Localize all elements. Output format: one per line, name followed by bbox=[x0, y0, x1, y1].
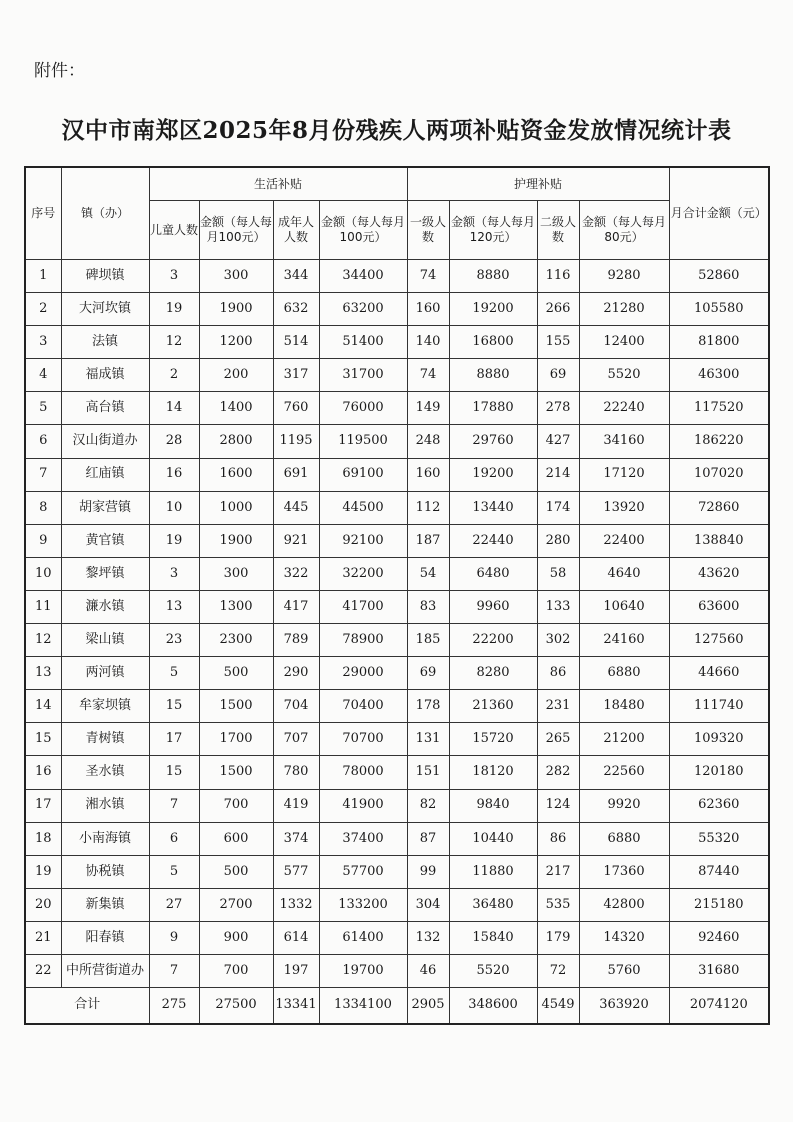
cell-level2-count: 72 bbox=[537, 954, 579, 987]
table-row bbox=[25, 326, 769, 359]
cell-child-amount: 1000 bbox=[199, 491, 273, 524]
cell-adult-amount: 92100 bbox=[319, 524, 407, 557]
cell-adult-amount: 31700 bbox=[319, 359, 407, 392]
cell-level1-amount: 29760 bbox=[449, 425, 537, 458]
cell-level1-count: 74 bbox=[407, 260, 449, 293]
cell-level1-amount: 9960 bbox=[449, 590, 537, 623]
cell-town: 圣水镇 bbox=[61, 756, 149, 789]
cell-index: 10 bbox=[25, 557, 61, 590]
cell-adult-count: 704 bbox=[273, 690, 319, 723]
cell-adult-amount: 78000 bbox=[319, 756, 407, 789]
cell-level1-amount: 13440 bbox=[449, 491, 537, 524]
table-row bbox=[25, 921, 769, 954]
cell-index: 4 bbox=[25, 359, 61, 392]
cell-adult-amount: 57700 bbox=[319, 855, 407, 888]
cell-level1-count: 149 bbox=[407, 392, 449, 425]
cell-level2-amount: 21280 bbox=[579, 293, 669, 326]
table-body bbox=[25, 260, 769, 988]
totals-level2-count: 4549 bbox=[537, 988, 579, 1025]
cell-index: 6 bbox=[25, 425, 61, 458]
cell-level2-count: 535 bbox=[537, 888, 579, 921]
cell-adult-count: 614 bbox=[273, 921, 319, 954]
table-row bbox=[25, 590, 769, 623]
page-title: 汉中市南郑区2025年8月份残疾人两项补贴资金发放情况统计表 bbox=[61, 117, 732, 144]
header-index: 序号 bbox=[25, 167, 61, 260]
cell-index: 20 bbox=[25, 888, 61, 921]
cell-level1-count: 131 bbox=[407, 723, 449, 756]
cell-adult-amount: 41700 bbox=[319, 590, 407, 623]
cell-child-amount: 1300 bbox=[199, 590, 273, 623]
cell-adult-count: 317 bbox=[273, 359, 319, 392]
cell-level2-amount: 6880 bbox=[579, 822, 669, 855]
cell-child-count: 12 bbox=[149, 326, 199, 359]
cell-adult-count: 419 bbox=[273, 789, 319, 822]
cell-level2-amount: 9920 bbox=[579, 789, 669, 822]
cell-adult-amount: 29000 bbox=[319, 657, 407, 690]
cell-town: 濂水镇 bbox=[61, 590, 149, 623]
cell-level2-amount: 17360 bbox=[579, 855, 669, 888]
cell-level1-count: 140 bbox=[407, 326, 449, 359]
cell-total: 186220 bbox=[669, 425, 769, 458]
totals-row bbox=[25, 988, 769, 1025]
cell-index: 18 bbox=[25, 822, 61, 855]
cell-level1-amount: 19200 bbox=[449, 458, 537, 491]
cell-level2-amount: 22400 bbox=[579, 524, 669, 557]
table-row bbox=[25, 392, 769, 425]
subsidy-table bbox=[24, 166, 770, 1025]
cell-level1-count: 151 bbox=[407, 756, 449, 789]
cell-level1-amount: 16800 bbox=[449, 326, 537, 359]
cell-adult-amount: 76000 bbox=[319, 392, 407, 425]
cell-index: 19 bbox=[25, 855, 61, 888]
table-row bbox=[25, 723, 769, 756]
cell-total: 52860 bbox=[669, 260, 769, 293]
table-row bbox=[25, 293, 769, 326]
cell-town: 小南海镇 bbox=[61, 822, 149, 855]
cell-level2-count: 174 bbox=[537, 491, 579, 524]
cell-level1-amount: 15720 bbox=[449, 723, 537, 756]
cell-level1-count: 54 bbox=[407, 557, 449, 590]
cell-index: 11 bbox=[25, 590, 61, 623]
cell-adult-count: 290 bbox=[273, 657, 319, 690]
table-row bbox=[25, 458, 769, 491]
cell-index: 8 bbox=[25, 491, 61, 524]
cell-town: 阳春镇 bbox=[61, 921, 149, 954]
cell-index: 12 bbox=[25, 624, 61, 657]
cell-level2-count: 280 bbox=[537, 524, 579, 557]
cell-level1-count: 160 bbox=[407, 458, 449, 491]
cell-child-count: 19 bbox=[149, 524, 199, 557]
cell-child-count: 2 bbox=[149, 359, 199, 392]
cell-child-count: 13 bbox=[149, 590, 199, 623]
cell-index: 1 bbox=[25, 260, 61, 293]
cell-adult-amount: 41900 bbox=[319, 789, 407, 822]
cell-level1-amount: 11880 bbox=[449, 855, 537, 888]
header-adult-count: 成年人人数 bbox=[273, 201, 319, 260]
cell-adult-amount: 19700 bbox=[319, 954, 407, 987]
cell-level2-amount: 14320 bbox=[579, 921, 669, 954]
cell-adult-count: 921 bbox=[273, 524, 319, 557]
cell-index: 2 bbox=[25, 293, 61, 326]
cell-adult-count: 691 bbox=[273, 458, 319, 491]
cell-index: 22 bbox=[25, 954, 61, 987]
attachment-label: 附件： bbox=[34, 61, 85, 81]
cell-level1-amount: 6480 bbox=[449, 557, 537, 590]
cell-child-amount: 1700 bbox=[199, 723, 273, 756]
cell-adult-count: 514 bbox=[273, 326, 319, 359]
cell-level1-count: 248 bbox=[407, 425, 449, 458]
cell-index: 9 bbox=[25, 524, 61, 557]
cell-child-amount: 900 bbox=[199, 921, 273, 954]
cell-adult-count: 374 bbox=[273, 822, 319, 855]
totals-child-count: 275 bbox=[149, 988, 199, 1025]
cell-adult-amount: 133200 bbox=[319, 888, 407, 921]
totals-child-amount: 27500 bbox=[199, 988, 273, 1025]
header-town: 镇（办） bbox=[61, 167, 149, 260]
table-row bbox=[25, 557, 769, 590]
cell-level1-count: 69 bbox=[407, 657, 449, 690]
cell-adult-count: 417 bbox=[273, 590, 319, 623]
cell-level2-count: 86 bbox=[537, 822, 579, 855]
cell-level2-amount: 5760 bbox=[579, 954, 669, 987]
cell-index: 7 bbox=[25, 458, 61, 491]
cell-child-count: 7 bbox=[149, 789, 199, 822]
cell-child-amount: 2300 bbox=[199, 624, 273, 657]
cell-level2-amount: 18480 bbox=[579, 690, 669, 723]
cell-level2-amount: 5520 bbox=[579, 359, 669, 392]
cell-index: 16 bbox=[25, 756, 61, 789]
cell-level2-amount: 6880 bbox=[579, 657, 669, 690]
cell-level1-amount: 8280 bbox=[449, 657, 537, 690]
cell-total: 92460 bbox=[669, 921, 769, 954]
cell-level1-amount: 9840 bbox=[449, 789, 537, 822]
table-row bbox=[25, 624, 769, 657]
cell-child-amount: 2700 bbox=[199, 888, 273, 921]
cell-level1-count: 178 bbox=[407, 690, 449, 723]
cell-total: 31680 bbox=[669, 954, 769, 987]
table-row bbox=[25, 690, 769, 723]
totals-label: 合计 bbox=[25, 988, 149, 1025]
table-row bbox=[25, 888, 769, 921]
cell-level1-count: 99 bbox=[407, 855, 449, 888]
cell-level1-amount: 36480 bbox=[449, 888, 537, 921]
cell-level2-count: 155 bbox=[537, 326, 579, 359]
cell-level2-amount: 10640 bbox=[579, 590, 669, 623]
cell-child-amount: 1900 bbox=[199, 293, 273, 326]
cell-level2-amount: 21200 bbox=[579, 723, 669, 756]
cell-level1-count: 82 bbox=[407, 789, 449, 822]
cell-adult-amount: 34400 bbox=[319, 260, 407, 293]
cell-adult-count: 197 bbox=[273, 954, 319, 987]
cell-level1-amount: 21360 bbox=[449, 690, 537, 723]
cell-index: 3 bbox=[25, 326, 61, 359]
table-row bbox=[25, 822, 769, 855]
cell-adult-count: 760 bbox=[273, 392, 319, 425]
cell-total: 43620 bbox=[669, 557, 769, 590]
cell-child-count: 16 bbox=[149, 458, 199, 491]
cell-index: 17 bbox=[25, 789, 61, 822]
cell-level1-amount: 18120 bbox=[449, 756, 537, 789]
cell-level1-count: 132 bbox=[407, 921, 449, 954]
cell-child-count: 6 bbox=[149, 822, 199, 855]
header-care-subsidy: 护理补贴 bbox=[407, 167, 669, 201]
cell-level1-count: 185 bbox=[407, 624, 449, 657]
cell-child-count: 28 bbox=[149, 425, 199, 458]
cell-level2-count: 427 bbox=[537, 425, 579, 458]
cell-level1-amount: 22440 bbox=[449, 524, 537, 557]
cell-total: 62360 bbox=[669, 789, 769, 822]
cell-adult-count: 789 bbox=[273, 624, 319, 657]
cell-child-count: 23 bbox=[149, 624, 199, 657]
cell-child-amount: 1500 bbox=[199, 690, 273, 723]
cell-town: 法镇 bbox=[61, 326, 149, 359]
cell-child-count: 3 bbox=[149, 557, 199, 590]
cell-adult-count: 322 bbox=[273, 557, 319, 590]
cell-adult-amount: 37400 bbox=[319, 822, 407, 855]
cell-town: 高台镇 bbox=[61, 392, 149, 425]
cell-level2-amount: 34160 bbox=[579, 425, 669, 458]
cell-town: 黎坪镇 bbox=[61, 557, 149, 590]
header-living-subsidy: 生活补贴 bbox=[149, 167, 407, 201]
cell-child-count: 27 bbox=[149, 888, 199, 921]
cell-town: 湘水镇 bbox=[61, 789, 149, 822]
table-row bbox=[25, 789, 769, 822]
cell-town: 红庙镇 bbox=[61, 458, 149, 491]
table-row bbox=[25, 657, 769, 690]
totals-level1-amount: 348600 bbox=[449, 988, 537, 1025]
cell-index: 14 bbox=[25, 690, 61, 723]
cell-child-amount: 1600 bbox=[199, 458, 273, 491]
cell-child-amount: 1500 bbox=[199, 756, 273, 789]
cell-level2-amount: 4640 bbox=[579, 557, 669, 590]
cell-total: 215180 bbox=[669, 888, 769, 921]
cell-town: 两河镇 bbox=[61, 657, 149, 690]
cell-child-amount: 2800 bbox=[199, 425, 273, 458]
cell-total: 81800 bbox=[669, 326, 769, 359]
cell-child-amount: 600 bbox=[199, 822, 273, 855]
cell-town: 中所营街道办 bbox=[61, 954, 149, 987]
cell-total: 107020 bbox=[669, 458, 769, 491]
cell-total: 105580 bbox=[669, 293, 769, 326]
cell-level2-amount: 22240 bbox=[579, 392, 669, 425]
cell-total: 138840 bbox=[669, 524, 769, 557]
cell-level2-amount: 12400 bbox=[579, 326, 669, 359]
cell-level1-amount: 8880 bbox=[449, 359, 537, 392]
cell-level2-count: 282 bbox=[537, 756, 579, 789]
cell-level1-amount: 8880 bbox=[449, 260, 537, 293]
table-row bbox=[25, 756, 769, 789]
cell-adult-count: 707 bbox=[273, 723, 319, 756]
cell-child-count: 5 bbox=[149, 855, 199, 888]
cell-child-amount: 300 bbox=[199, 557, 273, 590]
cell-child-amount: 500 bbox=[199, 855, 273, 888]
cell-level1-count: 83 bbox=[407, 590, 449, 623]
totals-adult-amount: 1334100 bbox=[319, 988, 407, 1025]
cell-level2-count: 266 bbox=[537, 293, 579, 326]
cell-adult-count: 780 bbox=[273, 756, 319, 789]
cell-total: 117520 bbox=[669, 392, 769, 425]
cell-total: 55320 bbox=[669, 822, 769, 855]
cell-child-amount: 200 bbox=[199, 359, 273, 392]
header-level1-count: 一级人数 bbox=[407, 201, 449, 260]
cell-level2-amount: 22560 bbox=[579, 756, 669, 789]
cell-level2-amount: 17120 bbox=[579, 458, 669, 491]
cell-child-amount: 300 bbox=[199, 260, 273, 293]
totals-level2-amount: 363920 bbox=[579, 988, 669, 1025]
cell-total: 127560 bbox=[669, 624, 769, 657]
table-row bbox=[25, 491, 769, 524]
cell-level2-count: 217 bbox=[537, 855, 579, 888]
cell-adult-amount: 63200 bbox=[319, 293, 407, 326]
cell-adult-count: 1332 bbox=[273, 888, 319, 921]
cell-town: 大河坎镇 bbox=[61, 293, 149, 326]
cell-level1-amount: 15840 bbox=[449, 921, 537, 954]
cell-child-amount: 1200 bbox=[199, 326, 273, 359]
cell-adult-amount: 78900 bbox=[319, 624, 407, 657]
cell-total: 46300 bbox=[669, 359, 769, 392]
cell-child-amount: 500 bbox=[199, 657, 273, 690]
cell-index: 13 bbox=[25, 657, 61, 690]
cell-total: 111740 bbox=[669, 690, 769, 723]
cell-total: 63600 bbox=[669, 590, 769, 623]
cell-adult-count: 1195 bbox=[273, 425, 319, 458]
cell-total: 109320 bbox=[669, 723, 769, 756]
cell-adult-amount: 61400 bbox=[319, 921, 407, 954]
cell-total: 87440 bbox=[669, 855, 769, 888]
cell-level2-count: 86 bbox=[537, 657, 579, 690]
table-row bbox=[25, 260, 769, 293]
cell-adult-count: 632 bbox=[273, 293, 319, 326]
cell-town: 黄官镇 bbox=[61, 524, 149, 557]
header-level1-amount: 金额（每人每月120元） bbox=[449, 201, 537, 260]
cell-adult-amount: 70400 bbox=[319, 690, 407, 723]
cell-level1-count: 160 bbox=[407, 293, 449, 326]
cell-child-count: 15 bbox=[149, 690, 199, 723]
cell-level2-count: 265 bbox=[537, 723, 579, 756]
totals-level1-count: 2905 bbox=[407, 988, 449, 1025]
cell-level1-count: 187 bbox=[407, 524, 449, 557]
cell-level2-count: 179 bbox=[537, 921, 579, 954]
cell-town: 胡家营镇 bbox=[61, 491, 149, 524]
cell-level1-count: 87 bbox=[407, 822, 449, 855]
totals-monthly-total: 2074120 bbox=[669, 988, 769, 1025]
cell-town: 牟家坝镇 bbox=[61, 690, 149, 723]
cell-total: 72860 bbox=[669, 491, 769, 524]
totals-adult-count: 13341 bbox=[273, 988, 319, 1025]
cell-child-count: 7 bbox=[149, 954, 199, 987]
cell-level2-count: 278 bbox=[537, 392, 579, 425]
cell-town: 碑坝镇 bbox=[61, 260, 149, 293]
cell-child-count: 3 bbox=[149, 260, 199, 293]
table-row bbox=[25, 524, 769, 557]
cell-level1-amount: 19200 bbox=[449, 293, 537, 326]
cell-adult-count: 344 bbox=[273, 260, 319, 293]
cell-level1-count: 74 bbox=[407, 359, 449, 392]
cell-level2-count: 69 bbox=[537, 359, 579, 392]
cell-level2-count: 116 bbox=[537, 260, 579, 293]
cell-level2-count: 124 bbox=[537, 789, 579, 822]
cell-adult-amount: 70700 bbox=[319, 723, 407, 756]
cell-level1-amount: 5520 bbox=[449, 954, 537, 987]
cell-level1-count: 112 bbox=[407, 491, 449, 524]
cell-adult-amount: 69100 bbox=[319, 458, 407, 491]
cell-level1-amount: 17880 bbox=[449, 392, 537, 425]
table-row bbox=[25, 359, 769, 392]
cell-adult-count: 445 bbox=[273, 491, 319, 524]
cell-level2-count: 231 bbox=[537, 690, 579, 723]
cell-level2-amount: 42800 bbox=[579, 888, 669, 921]
cell-child-amount: 1400 bbox=[199, 392, 273, 425]
cell-adult-amount: 119500 bbox=[319, 425, 407, 458]
cell-total: 44660 bbox=[669, 657, 769, 690]
header-level2-amount: 金额（每人每月80元） bbox=[579, 201, 669, 260]
cell-child-count: 17 bbox=[149, 723, 199, 756]
cell-total: 120180 bbox=[669, 756, 769, 789]
cell-level2-count: 58 bbox=[537, 557, 579, 590]
cell-town: 青树镇 bbox=[61, 723, 149, 756]
table-row bbox=[25, 425, 769, 458]
cell-level1-count: 304 bbox=[407, 888, 449, 921]
cell-child-amount: 700 bbox=[199, 789, 273, 822]
cell-child-count: 15 bbox=[149, 756, 199, 789]
cell-child-amount: 1900 bbox=[199, 524, 273, 557]
cell-child-count: 9 bbox=[149, 921, 199, 954]
header-child-amount: 金额（每人每月100元） bbox=[199, 201, 273, 260]
cell-child-count: 14 bbox=[149, 392, 199, 425]
cell-town: 协税镇 bbox=[61, 855, 149, 888]
cell-town: 福成镇 bbox=[61, 359, 149, 392]
cell-level2-amount: 13920 bbox=[579, 491, 669, 524]
header-monthly-total: 月合计金额（元） bbox=[669, 167, 769, 260]
header-level2-count: 二级人数 bbox=[537, 201, 579, 260]
cell-child-amount: 700 bbox=[199, 954, 273, 987]
cell-town: 梁山镇 bbox=[61, 624, 149, 657]
cell-index: 5 bbox=[25, 392, 61, 425]
header-adult-amount: 金额（每人每月100元） bbox=[319, 201, 407, 260]
cell-town: 汉山街道办 bbox=[61, 425, 149, 458]
cell-town: 新集镇 bbox=[61, 888, 149, 921]
cell-level2-amount: 9280 bbox=[579, 260, 669, 293]
header-child-count: 儿童人数 bbox=[149, 201, 199, 260]
cell-level2-count: 133 bbox=[537, 590, 579, 623]
cell-child-count: 5 bbox=[149, 657, 199, 690]
cell-adult-count: 577 bbox=[273, 855, 319, 888]
cell-level2-count: 302 bbox=[537, 624, 579, 657]
cell-child-count: 19 bbox=[149, 293, 199, 326]
cell-level2-amount: 24160 bbox=[579, 624, 669, 657]
cell-adult-amount: 44500 bbox=[319, 491, 407, 524]
cell-adult-amount: 51400 bbox=[319, 326, 407, 359]
cell-level1-count: 46 bbox=[407, 954, 449, 987]
cell-index: 21 bbox=[25, 921, 61, 954]
table-row bbox=[25, 855, 769, 888]
cell-level2-count: 214 bbox=[537, 458, 579, 491]
cell-level1-amount: 10440 bbox=[449, 822, 537, 855]
cell-index: 15 bbox=[25, 723, 61, 756]
table-row bbox=[25, 954, 769, 987]
cell-level1-amount: 22200 bbox=[449, 624, 537, 657]
cell-child-count: 10 bbox=[149, 491, 199, 524]
cell-adult-amount: 32200 bbox=[319, 557, 407, 590]
